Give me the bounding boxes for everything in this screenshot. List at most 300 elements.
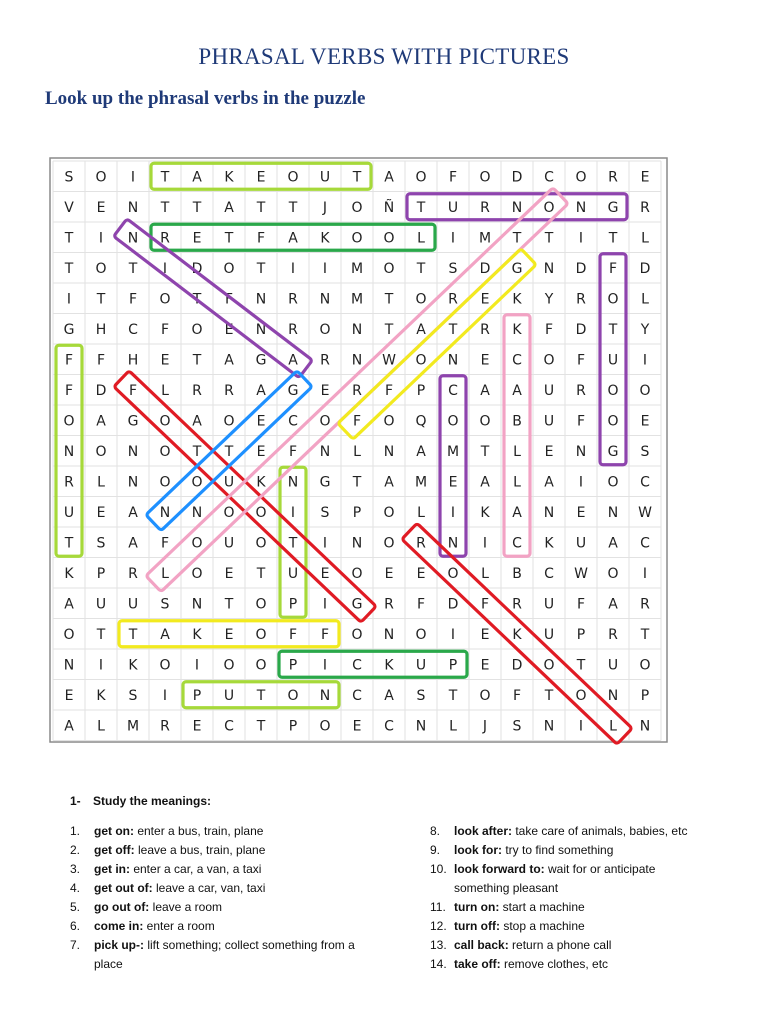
- meaning-item: 10. look forward to: wait for or anticipate something pleasant: [430, 862, 656, 895]
- puzzle-letter: R: [224, 382, 234, 399]
- meanings-list-right: [430, 822, 710, 974]
- puzzle-letter: T: [128, 260, 138, 277]
- puzzle-letter: E: [320, 382, 330, 399]
- puzzle-letter: R: [640, 596, 650, 613]
- puzzle-letter: O: [287, 169, 299, 186]
- puzzle-letter: D: [447, 596, 459, 613]
- puzzle-letter: T: [544, 687, 554, 704]
- puzzle-letter: I: [162, 260, 168, 277]
- puzzle-letter: Ñ: [383, 199, 395, 216]
- puzzle-letter: K: [128, 657, 138, 674]
- puzzle-letter: O: [607, 565, 619, 582]
- study-heading: [70, 794, 211, 808]
- puzzle-letter: O: [639, 657, 651, 674]
- puzzle-letter: O: [319, 413, 331, 430]
- meaning-item: 9. look for: try to find something: [430, 843, 614, 857]
- puzzle-letter: G: [607, 199, 619, 216]
- puzzle-letter: K: [544, 535, 554, 552]
- puzzle-letter: M: [478, 230, 492, 247]
- puzzle-letter: A: [416, 443, 426, 460]
- puzzle-letter: L: [417, 504, 425, 521]
- puzzle-letter: S: [416, 687, 426, 704]
- puzzle-letter: A: [160, 626, 170, 643]
- puzzle-letter: O: [351, 565, 363, 582]
- puzzle-letter: O: [287, 687, 299, 704]
- puzzle-letter: O: [575, 687, 587, 704]
- puzzle-letter: A: [544, 474, 554, 491]
- puzzle-letter: L: [417, 230, 425, 247]
- puzzle-letter: R: [320, 352, 330, 369]
- puzzle-letter: L: [97, 474, 105, 491]
- puzzle-letter: E: [480, 657, 490, 674]
- puzzle-letter: O: [479, 687, 491, 704]
- puzzle-letter: F: [256, 230, 266, 247]
- puzzle-letter: M: [350, 291, 364, 308]
- puzzle-letter: N: [351, 321, 363, 338]
- puzzle-letter: F: [224, 291, 234, 308]
- meaning-item: 1. get on: enter a bus, train, plane: [70, 824, 264, 838]
- puzzle-letter: O: [191, 535, 203, 552]
- puzzle-letter: R: [512, 596, 522, 613]
- puzzle-letter: F: [96, 352, 106, 369]
- puzzle-letter: M: [446, 443, 460, 460]
- puzzle-letter: N: [543, 718, 555, 735]
- puzzle-letter: R: [64, 474, 74, 491]
- puzzle-letter: E: [160, 352, 170, 369]
- puzzle-letter: K: [64, 565, 74, 582]
- puzzle-letter: U: [319, 169, 331, 186]
- puzzle-letter: S: [320, 504, 330, 521]
- puzzle-letter: R: [448, 291, 458, 308]
- puzzle-letter: T: [160, 199, 170, 216]
- puzzle-letter: N: [255, 321, 267, 338]
- puzzle-letter: O: [543, 352, 555, 369]
- puzzle-letter: L: [353, 443, 361, 460]
- meaning-item: 14. take off: remove clothes, etc: [430, 957, 609, 971]
- puzzle-letter: O: [255, 535, 267, 552]
- puzzle-letter: R: [160, 718, 170, 735]
- puzzle-letter: I: [642, 352, 648, 369]
- puzzle-letter: F: [384, 382, 394, 399]
- puzzle-letter: E: [224, 321, 234, 338]
- puzzle-letter: O: [607, 413, 619, 430]
- puzzle-letter: I: [194, 657, 200, 674]
- puzzle-letter: O: [255, 657, 267, 674]
- puzzle-letter: T: [256, 687, 266, 704]
- puzzle-letter: C: [640, 535, 650, 552]
- puzzle-letter: A: [256, 382, 266, 399]
- puzzle-letter: T: [192, 443, 202, 460]
- puzzle-letter: R: [288, 291, 298, 308]
- puzzle-instruction: Look up the phrasal verbs in the puzzle: [45, 88, 366, 109]
- puzzle-letter: O: [575, 169, 587, 186]
- puzzle-letter: C: [640, 474, 650, 491]
- meaning-item: 5. go out of: leave a room: [70, 900, 223, 914]
- puzzle-letter: R: [384, 596, 394, 613]
- puzzle-letter: D: [575, 321, 587, 338]
- puzzle-letter: O: [255, 626, 267, 643]
- puzzle-letter: S: [448, 260, 458, 277]
- puzzle-letter: A: [480, 382, 490, 399]
- puzzle-letter: K: [320, 230, 330, 247]
- puzzle-letter: C: [224, 718, 234, 735]
- puzzle-letter: A: [192, 413, 202, 430]
- puzzle-letter: P: [192, 687, 202, 704]
- puzzle-letter: A: [384, 687, 394, 704]
- meaning-item: 8. look after: take care of animals, babies, etc: [430, 824, 688, 838]
- puzzle-letter: A: [288, 352, 298, 369]
- puzzle-letter: I: [322, 535, 328, 552]
- puzzle-letter: M: [126, 718, 140, 735]
- puzzle-letter: T: [128, 626, 138, 643]
- puzzle-letter: E: [192, 230, 202, 247]
- puzzle-letter: U: [543, 413, 555, 430]
- puzzle-letter: S: [160, 596, 170, 613]
- puzzle-letter: N: [127, 443, 139, 460]
- puzzle-letter: A: [512, 382, 522, 399]
- puzzle-letter: O: [223, 657, 235, 674]
- puzzle-letter: I: [578, 474, 584, 491]
- puzzle-letter: I: [322, 596, 328, 613]
- puzzle-letter: T: [416, 260, 426, 277]
- puzzle-letter: F: [544, 321, 554, 338]
- puzzle-letter: F: [608, 260, 618, 277]
- puzzle-letter: T: [256, 199, 266, 216]
- puzzle-letter: N: [287, 474, 299, 491]
- puzzle-letter: T: [288, 535, 298, 552]
- puzzle-letter: R: [480, 199, 490, 216]
- puzzle-letter: K: [96, 687, 106, 704]
- puzzle-letter: N: [319, 443, 331, 460]
- puzzle-letter: R: [128, 565, 138, 582]
- puzzle-letter: K: [512, 321, 522, 338]
- puzzle-letter: U: [543, 382, 555, 399]
- puzzle-letter: C: [352, 657, 362, 674]
- puzzle-letter: T: [352, 169, 362, 186]
- puzzle-letter: T: [256, 718, 266, 735]
- puzzle-letter: E: [192, 718, 202, 735]
- puzzle-letter: O: [447, 413, 459, 430]
- puzzle-letter: E: [256, 169, 266, 186]
- puzzle-letter: A: [384, 474, 394, 491]
- puzzle-letter: E: [544, 443, 554, 460]
- puzzle-letter: L: [513, 443, 521, 460]
- puzzle-letter: O: [255, 596, 267, 613]
- puzzle-letter: I: [98, 230, 104, 247]
- puzzle-letter: I: [450, 230, 456, 247]
- puzzle-letter: N: [255, 291, 267, 308]
- puzzle-letter: R: [288, 321, 298, 338]
- puzzle-letter: A: [64, 596, 74, 613]
- puzzle-letter: T: [96, 626, 106, 643]
- puzzle-letter: E: [224, 565, 234, 582]
- meaning-item: 3. get in: enter a car, a van, a taxi: [70, 862, 262, 876]
- puzzle-letter: C: [544, 565, 554, 582]
- puzzle-letter: K: [224, 169, 234, 186]
- puzzle-letter: T: [256, 565, 266, 582]
- puzzle-letter: D: [511, 169, 523, 186]
- puzzle-letter: B: [512, 413, 522, 430]
- puzzle-letter: N: [63, 657, 75, 674]
- puzzle-letter: S: [96, 535, 106, 552]
- puzzle-letter: U: [287, 565, 299, 582]
- puzzle-letter: F: [160, 535, 170, 552]
- puzzle-letter: A: [608, 535, 618, 552]
- puzzle-letter: U: [223, 535, 235, 552]
- puzzle-letter: R: [576, 291, 586, 308]
- puzzle-letter: Q: [415, 413, 427, 430]
- puzzle-letter: F: [320, 626, 330, 643]
- puzzle-letter: T: [640, 626, 650, 643]
- puzzle-letter: F: [512, 687, 522, 704]
- puzzle-letter: P: [96, 565, 106, 582]
- puzzle-letter: U: [543, 626, 555, 643]
- puzzle-letter: O: [383, 260, 395, 277]
- puzzle-letter: P: [416, 382, 426, 399]
- puzzle-letter: N: [383, 443, 395, 460]
- puzzle-letter: U: [447, 199, 459, 216]
- puzzle-letter: A: [224, 352, 234, 369]
- puzzle-letter: E: [384, 565, 394, 582]
- puzzle-letter: N: [319, 291, 331, 308]
- puzzle-letter: O: [415, 169, 427, 186]
- puzzle-letter: G: [255, 352, 267, 369]
- meaning-item: 6. come in: enter a room: [70, 919, 215, 933]
- puzzle-letter: G: [511, 260, 523, 277]
- puzzle-letter: R: [352, 382, 362, 399]
- puzzle-letter: U: [607, 657, 619, 674]
- puzzle-letter: T: [544, 230, 554, 247]
- puzzle-letter: I: [482, 535, 488, 552]
- puzzle-letter: O: [159, 474, 171, 491]
- puzzle-letter: P: [352, 504, 362, 521]
- puzzle-letter: E: [256, 413, 266, 430]
- puzzle-letter: D: [95, 382, 107, 399]
- puzzle-letter: O: [95, 260, 107, 277]
- puzzle-letter: N: [319, 687, 331, 704]
- meaning-item: 11. turn on: start a machine: [430, 900, 585, 914]
- puzzle-letter: E: [448, 474, 458, 491]
- puzzle-letter: N: [191, 504, 203, 521]
- puzzle-letter: U: [607, 352, 619, 369]
- puzzle-letter: T: [64, 260, 74, 277]
- puzzle-letter: N: [447, 352, 459, 369]
- meanings-list-left: [70, 822, 370, 974]
- puzzle-letter: J: [482, 718, 488, 735]
- puzzle-letter: D: [639, 260, 651, 277]
- puzzle-letter: D: [191, 260, 203, 277]
- puzzle-letter: B: [512, 565, 522, 582]
- puzzle-letter: P: [288, 596, 298, 613]
- puzzle-letter: J: [322, 199, 328, 216]
- puzzle-letter: I: [98, 657, 104, 674]
- puzzle-letter: T: [224, 230, 234, 247]
- puzzle-letter: I: [130, 169, 136, 186]
- puzzle-letter: C: [352, 687, 362, 704]
- puzzle-letter: V: [64, 199, 74, 216]
- puzzle-letter: C: [448, 382, 458, 399]
- puzzle-letter: C: [384, 718, 394, 735]
- puzzle-letter: A: [128, 535, 138, 552]
- puzzle-letter: T: [64, 230, 74, 247]
- puzzle-letter: O: [543, 657, 555, 674]
- puzzle-letter: A: [128, 504, 138, 521]
- puzzle-letter: I: [162, 687, 168, 704]
- puzzle-letter: O: [479, 169, 491, 186]
- puzzle-letter: A: [192, 169, 202, 186]
- puzzle-letter: O: [159, 657, 171, 674]
- puzzle-letter: P: [288, 718, 298, 735]
- meaning-item: 7. pick up-: lift something; collect something from a place: [70, 938, 355, 971]
- puzzle-letter: L: [161, 382, 169, 399]
- puzzle-letter: O: [159, 443, 171, 460]
- puzzle-letter: O: [351, 230, 363, 247]
- puzzle-letter: T: [352, 474, 362, 491]
- puzzle-letter: N: [127, 199, 139, 216]
- puzzle-letter: O: [191, 321, 203, 338]
- puzzle-letter: K: [512, 291, 522, 308]
- puzzle-letter: F: [128, 291, 138, 308]
- puzzle-letter: C: [512, 535, 522, 552]
- puzzle-letter: M: [414, 474, 428, 491]
- puzzle-letter: O: [383, 413, 395, 430]
- puzzle-letter: A: [416, 321, 426, 338]
- puzzle-letter: N: [127, 230, 139, 247]
- puzzle-letter: O: [639, 382, 651, 399]
- puzzle-letter: N: [607, 504, 619, 521]
- puzzle-letter: O: [95, 169, 107, 186]
- puzzle-letter: O: [351, 626, 363, 643]
- puzzle-letter: A: [64, 718, 74, 735]
- puzzle-letter: N: [575, 443, 587, 460]
- puzzle-letter: O: [223, 504, 235, 521]
- puzzle-letter: T: [64, 535, 74, 552]
- puzzle-letter: L: [641, 230, 649, 247]
- puzzle-letter: O: [159, 291, 171, 308]
- puzzle-letter: I: [290, 260, 296, 277]
- puzzle-letter: E: [640, 169, 650, 186]
- puzzle-letter: F: [64, 352, 74, 369]
- puzzle-letter: A: [96, 413, 106, 430]
- puzzle-letter: W: [638, 504, 652, 521]
- puzzle-letter: E: [640, 413, 650, 430]
- puzzle-letter: N: [63, 443, 75, 460]
- puzzle-letter: O: [543, 199, 555, 216]
- puzzle-letter: O: [447, 565, 459, 582]
- puzzle-letter: H: [95, 321, 107, 338]
- puzzle-letter: L: [609, 718, 617, 735]
- puzzle-letter: I: [642, 565, 648, 582]
- puzzle-letter: O: [63, 413, 75, 430]
- puzzle-letter: I: [578, 230, 584, 247]
- puzzle-letter: R: [608, 626, 618, 643]
- puzzle-letter: C: [512, 352, 522, 369]
- puzzle-letter: M: [350, 260, 364, 277]
- puzzle-letter: L: [97, 718, 105, 735]
- puzzle-letter: E: [256, 443, 266, 460]
- puzzle-letter: E: [224, 626, 234, 643]
- puzzle-letter: O: [607, 382, 619, 399]
- puzzle-letter: U: [223, 687, 235, 704]
- study-number: 1-: [70, 794, 81, 808]
- puzzle-letter: R: [192, 382, 202, 399]
- puzzle-letter: E: [480, 291, 490, 308]
- puzzle-letter: U: [95, 596, 107, 613]
- puzzle-letter: L: [161, 565, 169, 582]
- puzzle-letter: N: [607, 687, 619, 704]
- puzzle-letter: G: [351, 596, 363, 613]
- puzzle-letter: O: [351, 199, 363, 216]
- puzzle-letter: Y: [544, 291, 554, 308]
- puzzle-letter: O: [607, 474, 619, 491]
- puzzle-letter: F: [576, 352, 586, 369]
- puzzle-letter: D: [479, 260, 491, 277]
- meaning-item: 2. get off: leave a bus, train, plane: [70, 843, 266, 857]
- puzzle-letter: C: [128, 321, 138, 338]
- puzzle-letter: L: [449, 718, 457, 735]
- puzzle-letter: F: [160, 321, 170, 338]
- meaning-item: 13. call back: return a phone call: [430, 938, 612, 952]
- puzzle-letter: T: [192, 352, 202, 369]
- puzzle-letter: A: [288, 230, 298, 247]
- puzzle-letter: F: [416, 596, 426, 613]
- meaning-item: 12. turn off: stop a machine: [430, 919, 585, 933]
- puzzle-letter: G: [127, 413, 139, 430]
- puzzle-letter: I: [450, 504, 456, 521]
- puzzle-letter: N: [351, 535, 363, 552]
- puzzle-letter: O: [383, 535, 395, 552]
- puzzle-letter: O: [191, 474, 203, 491]
- puzzle-letter: T: [160, 169, 170, 186]
- puzzle-letter: N: [383, 626, 395, 643]
- puzzle-letter: P: [448, 657, 458, 674]
- puzzle-letter: E: [576, 504, 586, 521]
- puzzle-letter: T: [224, 443, 234, 460]
- puzzle-letter: S: [512, 718, 522, 735]
- puzzle-letter: I: [450, 626, 456, 643]
- puzzle-letter: I: [322, 260, 328, 277]
- puzzle-letter: A: [480, 474, 490, 491]
- puzzle-letter: E: [96, 504, 106, 521]
- puzzle-letter: R: [416, 535, 426, 552]
- puzzle-letter: O: [223, 413, 235, 430]
- puzzle-letter: K: [256, 474, 266, 491]
- puzzle-letter: F: [64, 382, 74, 399]
- puzzle-letter: N: [447, 535, 459, 552]
- puzzle-letter: U: [127, 596, 139, 613]
- puzzle-letter: U: [575, 535, 587, 552]
- puzzle-letter: N: [639, 718, 651, 735]
- puzzle-letter: O: [415, 291, 427, 308]
- puzzle-letter: O: [319, 321, 331, 338]
- puzzle-letter: U: [543, 596, 555, 613]
- puzzle-letter: S: [640, 443, 650, 460]
- puzzle-letter: N: [575, 199, 587, 216]
- meaning-item: 4. get out of: leave a car, van, taxi: [70, 881, 266, 895]
- puzzle-letter: N: [159, 504, 171, 521]
- puzzle-letter: O: [607, 291, 619, 308]
- puzzle-letter: T: [384, 291, 394, 308]
- puzzle-letter: T: [512, 230, 522, 247]
- puzzle-letter: W: [382, 352, 396, 369]
- puzzle-letter: U: [415, 657, 427, 674]
- puzzle-letter: R: [480, 321, 490, 338]
- puzzle-letter: N: [351, 352, 363, 369]
- puzzle-letter: H: [127, 352, 139, 369]
- puzzle-letter: K: [512, 626, 522, 643]
- puzzle-letter: O: [191, 565, 203, 582]
- puzzle-letter: T: [448, 687, 458, 704]
